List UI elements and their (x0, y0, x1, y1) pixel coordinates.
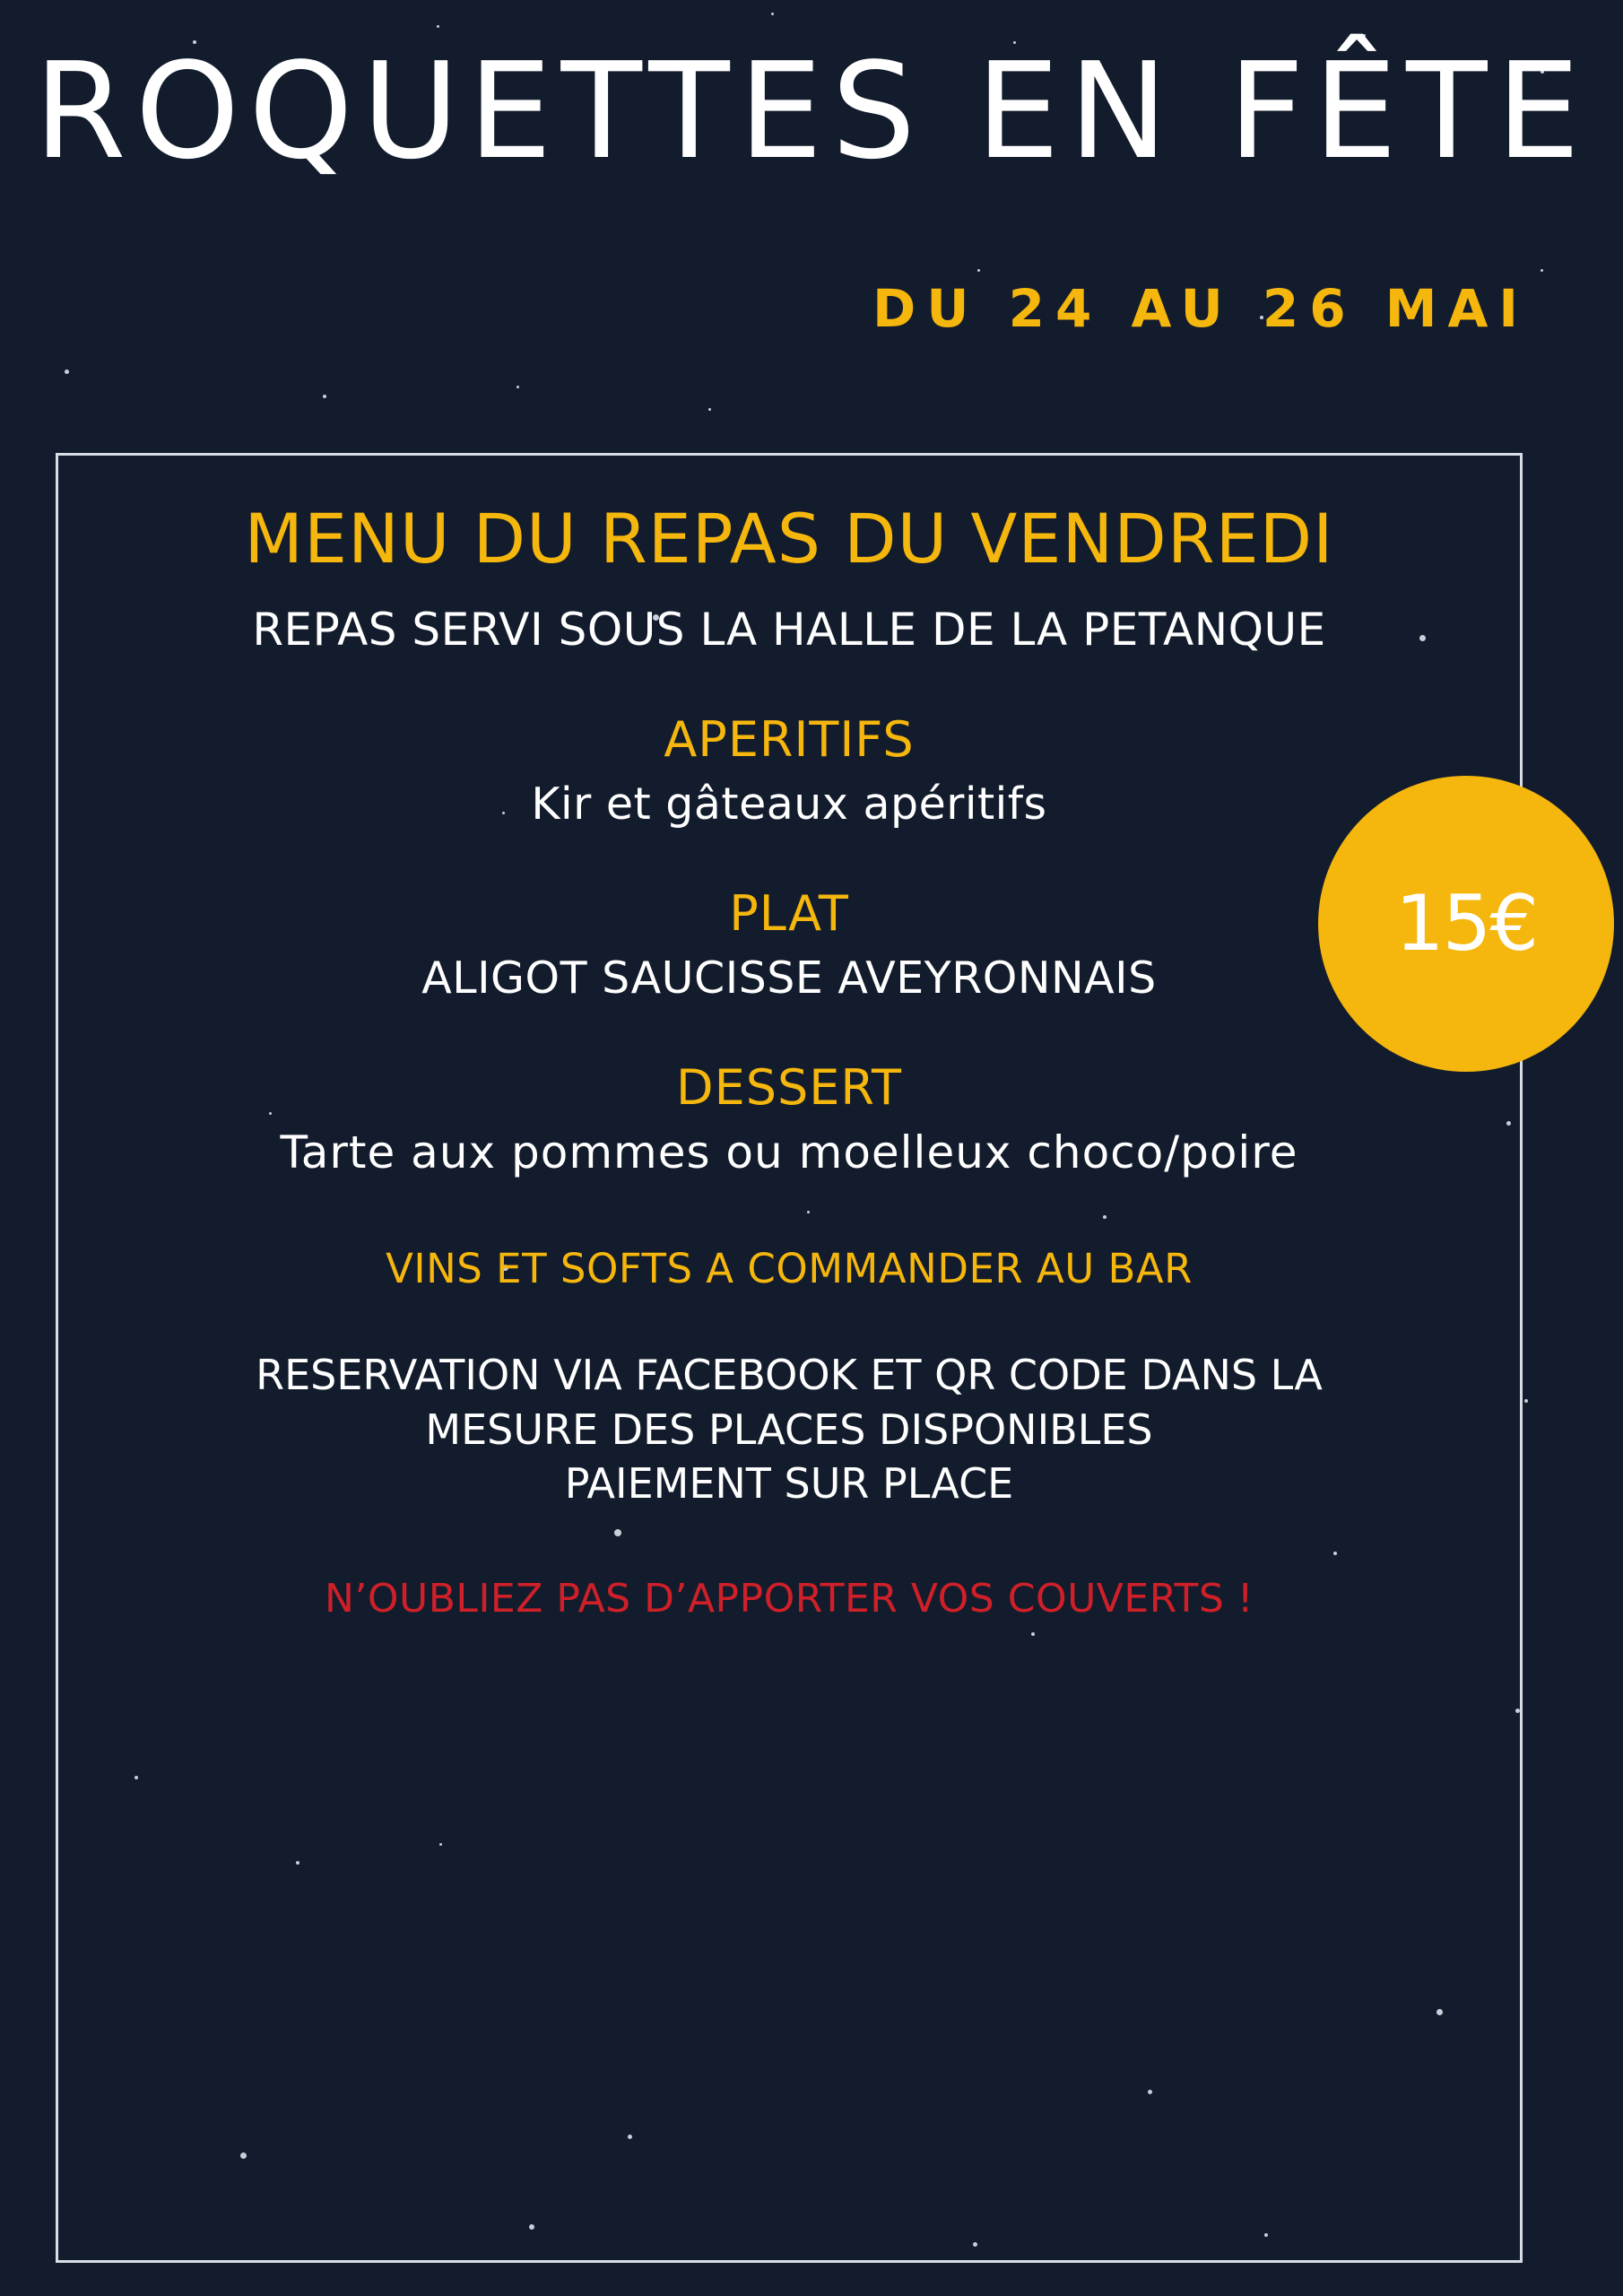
menu-frame (56, 453, 1523, 2263)
poster-title: ROQUETTES EN FÊTE (33, 34, 1590, 188)
section-text: ALIGOT SAUCISSE AVEYRONNAIS (421, 952, 1157, 1004)
menu-body (58, 456, 1520, 2260)
reservation-line-1: RESERVATION VIA FACEBOOK ET QR CODE DANS LA (256, 1351, 1323, 1399)
reservation-info (58, 1348, 1520, 1511)
menu-section-plat (58, 885, 1520, 1004)
menu-section-aperitifs (58, 711, 1520, 830)
menu-section-dessert (58, 1059, 1520, 1178)
poster-header (0, 0, 1623, 422)
bar-note: VINS ET SOFTS A COMMANDER AU BAR (386, 1245, 1193, 1292)
section-heading: PLAT (729, 885, 849, 942)
price-badge: 15€ (1318, 776, 1614, 1072)
section-heading: DESSERT (676, 1059, 902, 1116)
poster-dates: DU 24 AU 26 MAI (872, 278, 1529, 339)
cutlery-warning: N’OUBLIEZ PAS D’APPORTER VOS COUVERTS ! (325, 1576, 1254, 1622)
reservation-line-3: PAIEMENT SUR PLACE (564, 1459, 1014, 1509)
section-heading: APERITIFS (664, 711, 915, 768)
menu-subheading: REPAS SERVI SOUS LA HALLE DE LA PETANQUE (252, 604, 1326, 656)
reservation-line-2: MESURE DES PLACES DISPONIBLES (425, 1405, 1153, 1454)
menu-heading: MENU DU REPAS DU VENDREDI (244, 499, 1334, 578)
section-text: Kir et gâteaux apéritifs (531, 778, 1047, 830)
section-text: Tarte aux pommes ou moelleux choco/poire (280, 1126, 1298, 1178)
